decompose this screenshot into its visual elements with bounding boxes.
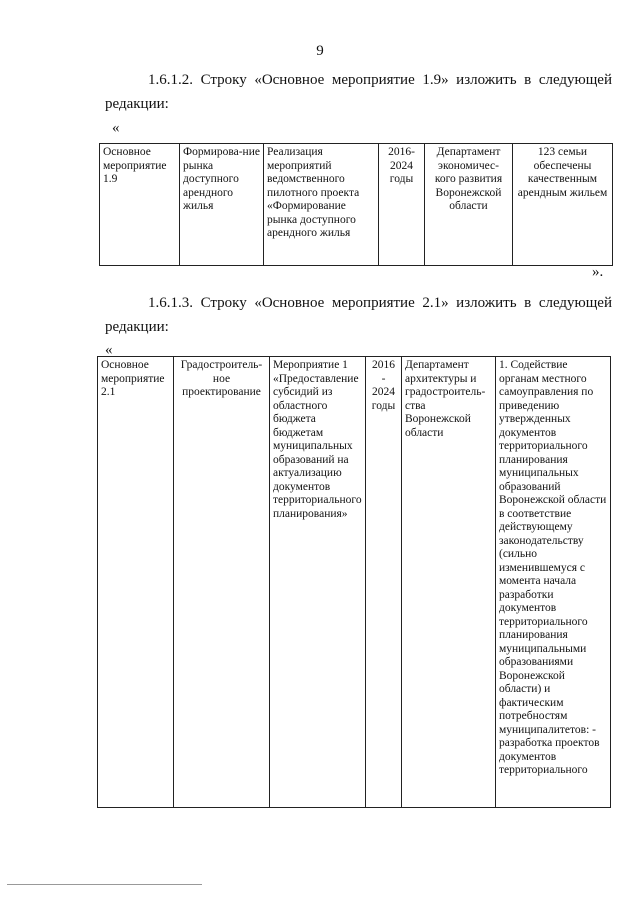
cell-result: 123 семьи обеспечены качественным арендным жильем — [513, 144, 613, 266]
cell-measures: Мероприятие 1 «Предоставление субсидий из областного бюджета бюджетам муниципальных образований на актуализацию документов территориального планирования» — [270, 357, 366, 808]
cell-activity-name: Основное мероприятие 1.9 — [100, 144, 180, 266]
paragraph-text: 1.6.1.2. Строку «Основное мероприятие 1.9» изложить в следующей — [148, 72, 612, 88]
table-main-activity-2-1 — [97, 356, 611, 808]
cell-result: 1. Содействие органам местного самоуправления по приведению утвержденных документов территориального планирования муниципальных образований Воронежской области в соответствие действующему законодательству (сильно изменившемуся с момента начала разработки документов территориального планирования муниципальными образованиями Воронежской области) и фактическим потребностям муниципалитетов: - разработка проектов документов территориального — [496, 357, 611, 808]
cell-activity-title: Градостроитель-ное проектирование — [174, 357, 270, 808]
cell-executor: Департамент экономичес-кого развития Воронежской области — [425, 144, 513, 266]
table-row — [98, 357, 611, 808]
cell-executor: Департамент архитектуры и градостроитель-ства Воронежской области — [402, 357, 496, 808]
page-number: 9 — [316, 43, 324, 59]
cell-activity-name: Основное мероприятие 2.1 — [98, 357, 174, 808]
paragraph-1-6-1-2 — [105, 68, 612, 116]
table-main-activity-1-9 — [99, 143, 613, 266]
footer-divider — [7, 884, 202, 885]
table-row — [100, 144, 613, 266]
paragraph-1-6-1-3 — [105, 291, 612, 339]
cell-period: 2016 - 2024 годы — [366, 357, 402, 808]
cell-measures: Реализация мероприятий ведомственного пилотного проекта «Формирование рынка доступного арендного жилья — [264, 144, 379, 266]
paragraph-text: 1.6.1.3. Строку «Основное мероприятие 2.1» изложить в следующей — [148, 295, 612, 311]
paragraph-text-continuation: редакции: — [105, 319, 169, 335]
cell-period: 2016-2024 годы — [379, 144, 425, 266]
paragraph-text-continuation: редакции: — [105, 96, 169, 112]
opening-quote: « — [112, 120, 120, 136]
closing-quote: ». — [592, 264, 604, 280]
opening-quote: « — [105, 342, 113, 358]
cell-activity-title: Формирова-ние рынка доступного арендного жилья — [180, 144, 264, 266]
